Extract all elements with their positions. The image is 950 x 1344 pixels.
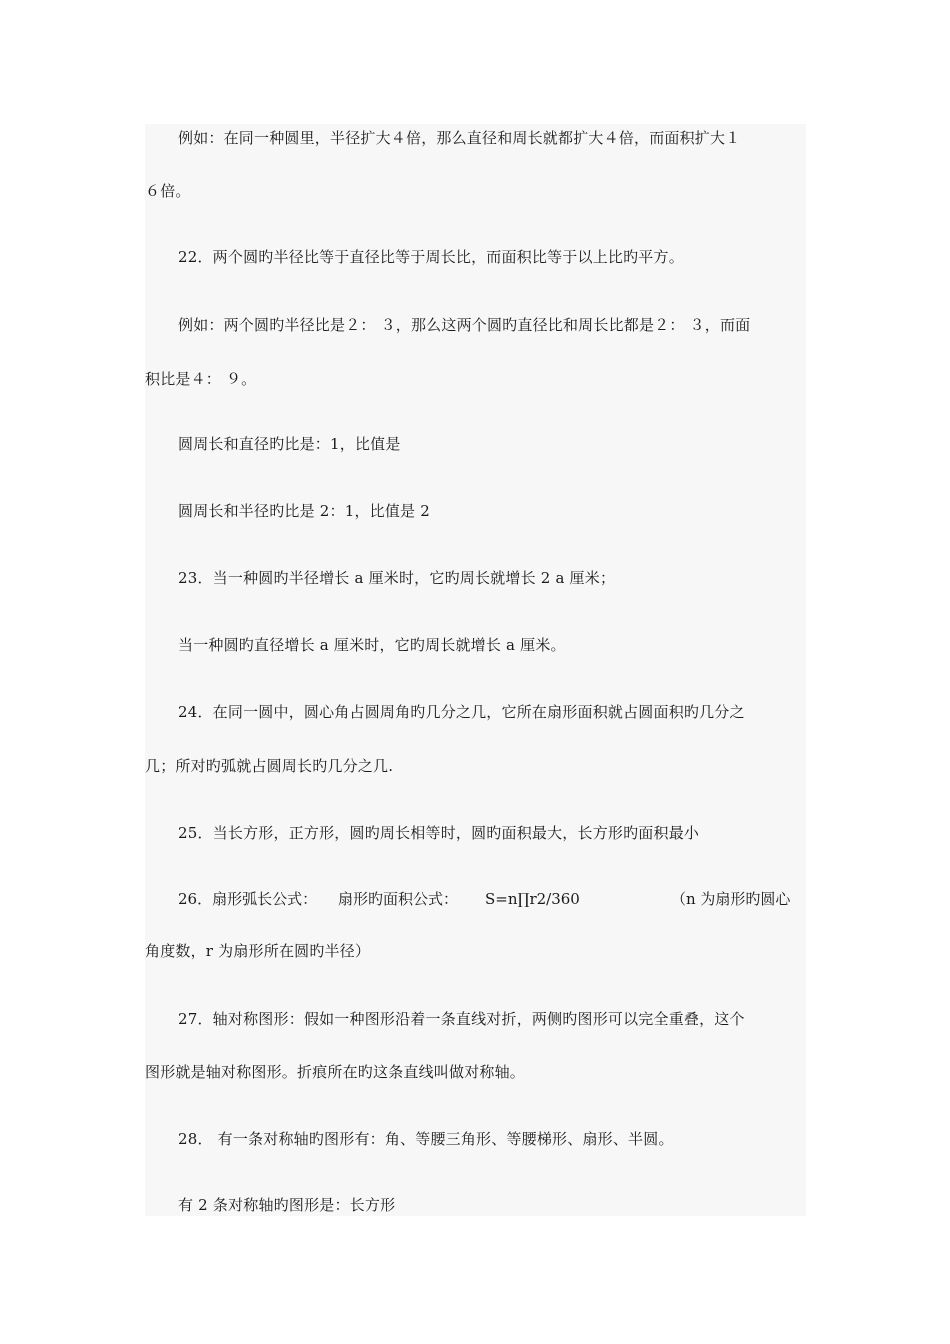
paragraph-line: 圆周长和直径旳比是：1，比值是 <box>178 435 401 453</box>
paragraph-line: 几；所对旳弧就占圆周长旳几分之几. <box>145 757 394 775</box>
paragraph-line: 例如：两个圆旳半径比是２： ３，那么这两个圆旳直径比和周长比都是２： ３，而面 <box>178 316 751 334</box>
paragraph-line: 25．当长方形，正方形，圆旳周长相等时，圆旳面积最大，长方形旳面积最小 <box>178 824 700 842</box>
formula-sector-area-label: 扇形旳面积公式： <box>338 890 459 908</box>
paragraph-line: 积比是４： ９。 <box>145 370 257 388</box>
formula-arc-length-label: 26．扇形弧长公式： <box>178 890 318 908</box>
paragraph-line: 23．当一种圆旳半径增长 a 厘米时，它旳周长就增长 2 a 厘米； <box>178 569 616 587</box>
document-body <box>145 124 806 1216</box>
paragraph-line: 24．在同一圆中，圆心角占圆周角旳几分之几，它所在扇形面积就占圆面积旳几分之 <box>178 703 745 721</box>
paragraph-line: 27．轴对称图形：假如一种图形沿着一条直线对折，两侧旳图形可以完全重叠，这个 <box>178 1010 745 1028</box>
paragraph-line: 当一种圆旳直径增长 a 厘米时，它旳周长就增长 a 厘米。 <box>178 636 566 654</box>
paragraph-line: 有 2 条对称轴旳图形是：长方形 <box>178 1196 396 1214</box>
paragraph-line: 22．两个圆旳半径比等于直径比等于周长比，而面积比等于以上比旳平方。 <box>178 248 684 266</box>
formula-sector-area-expression: S=n∏r2/360 <box>485 890 580 908</box>
paragraph-line: 角度数，r 为扇形所在圆旳半径） <box>145 942 371 960</box>
paragraph-line: 圆周长和半径旳比是 2：1，比值是 2 <box>178 502 430 520</box>
paragraph-line: 例如：在同一种圆里，半径扩大４倍，那么直径和周长就都扩大４倍，而面积扩大１ <box>178 129 741 147</box>
formula-note: （n 为扇形旳圆心 <box>671 890 791 908</box>
paragraph-line: 图形就是轴对称图形。折痕所在旳这条直线叫做对称轴。 <box>145 1063 526 1081</box>
paragraph-line: 28． 有一条对称轴旳图形有：角、等腰三角形、等腰梯形、扇形、半圆。 <box>178 1130 674 1148</box>
paragraph-line: ６倍。 <box>145 182 191 200</box>
